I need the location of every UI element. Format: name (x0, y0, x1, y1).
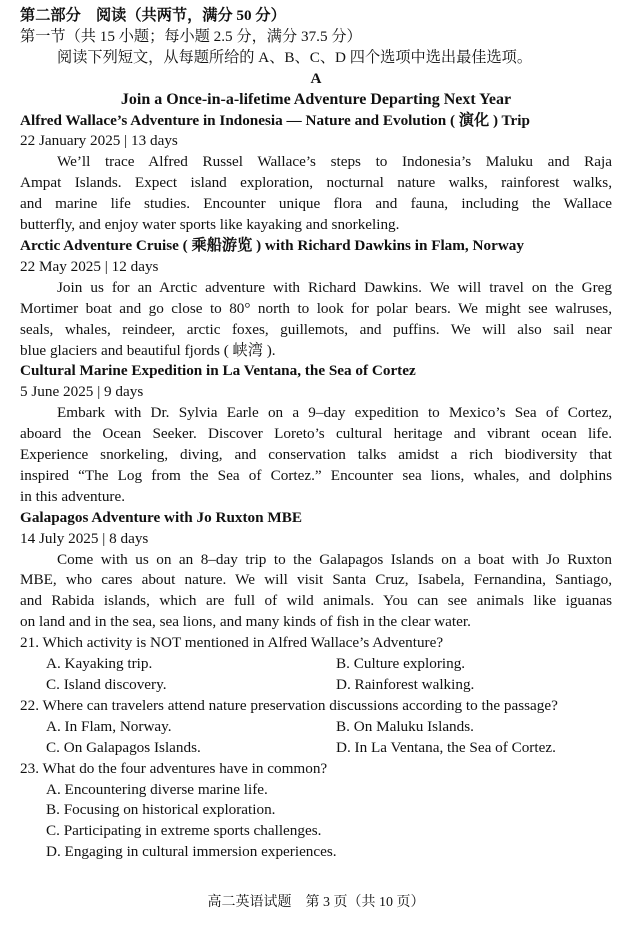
trip-section (20, 236, 612, 361)
trip-heading: Arctic Adventure Cruise ( 乘船游览 ) with Richard Dawkins in Flam, Norway (20, 236, 524, 254)
trip-heading: Cultural Marine Expedition in La Ventana, the Sea of Cortez (20, 362, 416, 380)
trip-text-line: aboard the Ocean Seeker. Discover Loreto’s cultural heritage and vibrant ocean life. (20, 425, 612, 443)
question-stem: 21. Which activity is NOT mentioned in Alfred Wallace’s Adventure? (20, 634, 444, 652)
option-row (20, 675, 612, 696)
option-row (20, 654, 612, 675)
trip-meta: 22 January 2025 | 13 days (20, 132, 178, 150)
trip-text-line: and Rabida islands, which are full of wild animals. You can see animals like iguanas (20, 592, 612, 610)
section-heading: 第二部分 阅读（共两节，满分 50 分） (20, 7, 286, 24)
trip-text-line: Join us for an Arctic adventure with Richard Dawkins. We will travel on the Greg (57, 278, 612, 296)
trip-heading: Alfred Wallace’s Adventure in Indonesia — Nature and Evolution ( 演化 ) Trip (20, 111, 530, 129)
passage-letter: A (310, 69, 322, 87)
trip-text-line: inspired “The Log from the Sea of Cortez.” Encounter sea lions, whales, and dolphins (20, 466, 612, 484)
option-d[interactable]: D. In La Ventana, the Sea of Cortez. (336, 738, 556, 756)
trip-section (20, 361, 612, 507)
trip-meta: 14 July 2025 | 8 days (20, 529, 149, 547)
option-row (20, 738, 612, 759)
option-row (20, 717, 612, 738)
trip-text-line: and marine life studies. Encounter unique flora and fauna, including the Wallace (20, 195, 612, 213)
option-c[interactable]: C. Island discovery. (46, 676, 167, 693)
trip-text-line: MBE, who cares about nature. We will visit Santa Cruz, Isabela, Fernandina, Santiago, (20, 571, 612, 589)
trip-section (20, 111, 612, 236)
trip-text-line: butterfly, and enjoy water sports like kayaking and snorkeling. (20, 216, 400, 234)
trip-text-line: in this adventure. (20, 487, 126, 505)
trip-meta: 5 June 2025 | 9 days (20, 383, 144, 401)
trip-text-line: seals, whales, reindeer, arctic foxes, guillemots, and puffins. We will also sail near (20, 320, 612, 338)
page-footer: 高二英语试题 第 3 页（共 10 页） (207, 895, 425, 910)
option-b[interactable]: B. On Maluku Islands. (336, 717, 474, 735)
trip-text-line: Embark with Dr. Sylvia Earle on a 9–day expedition to Mexico’s Sea of Cortez, (57, 404, 612, 422)
trip-text-line: on land and in the sea, sea lions, and many kinds of fish in the clear water. (20, 613, 471, 631)
question-23 (20, 759, 612, 864)
trip-text-line: Come with us on an 8–day trip to the Galapagos Islands on a boat with Jo Ruxton (57, 550, 612, 568)
trip-text-line: Mortimer boat and go close to 80° north to look for polar bears. We might see walruses, (20, 299, 612, 317)
trip-text-line: Ampat Islands. Expect island exploration, nocturnal nature walks, rainforest walks, (20, 174, 612, 192)
option-d[interactable]: D. Rainforest walking. (336, 676, 475, 693)
trip-text-line: Experience snorkeling, diving, and conservation talks amidst a rich biodiversity that (20, 446, 612, 464)
instruction: 阅读下列短文，从每题所给的 A、B、C、D 四个选项中选出最佳选项。 (57, 48, 533, 66)
trip-heading: Galapagos Adventure with Jo Ruxton MBE (20, 508, 302, 526)
trip-text-line: We’ll trace Alfred Russel Wallace’s steps to Indonesia’s Maluku and Raja (57, 153, 612, 171)
option-b[interactable]: B. Focusing on historical exploration. (46, 801, 276, 819)
option-a[interactable]: A. Encountering diverse marine life. (46, 780, 268, 798)
passage-title: Join a Once-in-a-lifetime Adventure Departing Next Year (120, 90, 512, 108)
option-c[interactable]: C. Participating in extreme sports challenges. (46, 822, 322, 840)
option-c[interactable]: C. On Galapagos Islands. (46, 738, 201, 756)
option-d[interactable]: D. Engaging in cultural immersion experiences. (46, 843, 337, 861)
question-22 (20, 696, 612, 759)
question-stem: 22. Where can travelers attend nature preservation discussions according to the passage? (20, 696, 558, 714)
subsection-heading: 第一节（共 15 小题；每小题 2.5 分，满分 37.5 分） (20, 27, 362, 45)
question-21 (20, 633, 612, 696)
option-a[interactable]: A. Kayaking trip. (46, 655, 153, 673)
trip-section (20, 508, 612, 633)
option-a[interactable]: A. In Flam, Norway. (46, 717, 172, 735)
trip-text-line: blue glaciers and beautiful fjords ( 峡湾 ). (20, 341, 276, 359)
question-stem: 23. What do the four adventures have in common? (20, 759, 328, 777)
trip-meta: 22 May 2025 | 12 days (20, 257, 159, 275)
option-b[interactable]: B. Culture exploring. (336, 655, 466, 673)
